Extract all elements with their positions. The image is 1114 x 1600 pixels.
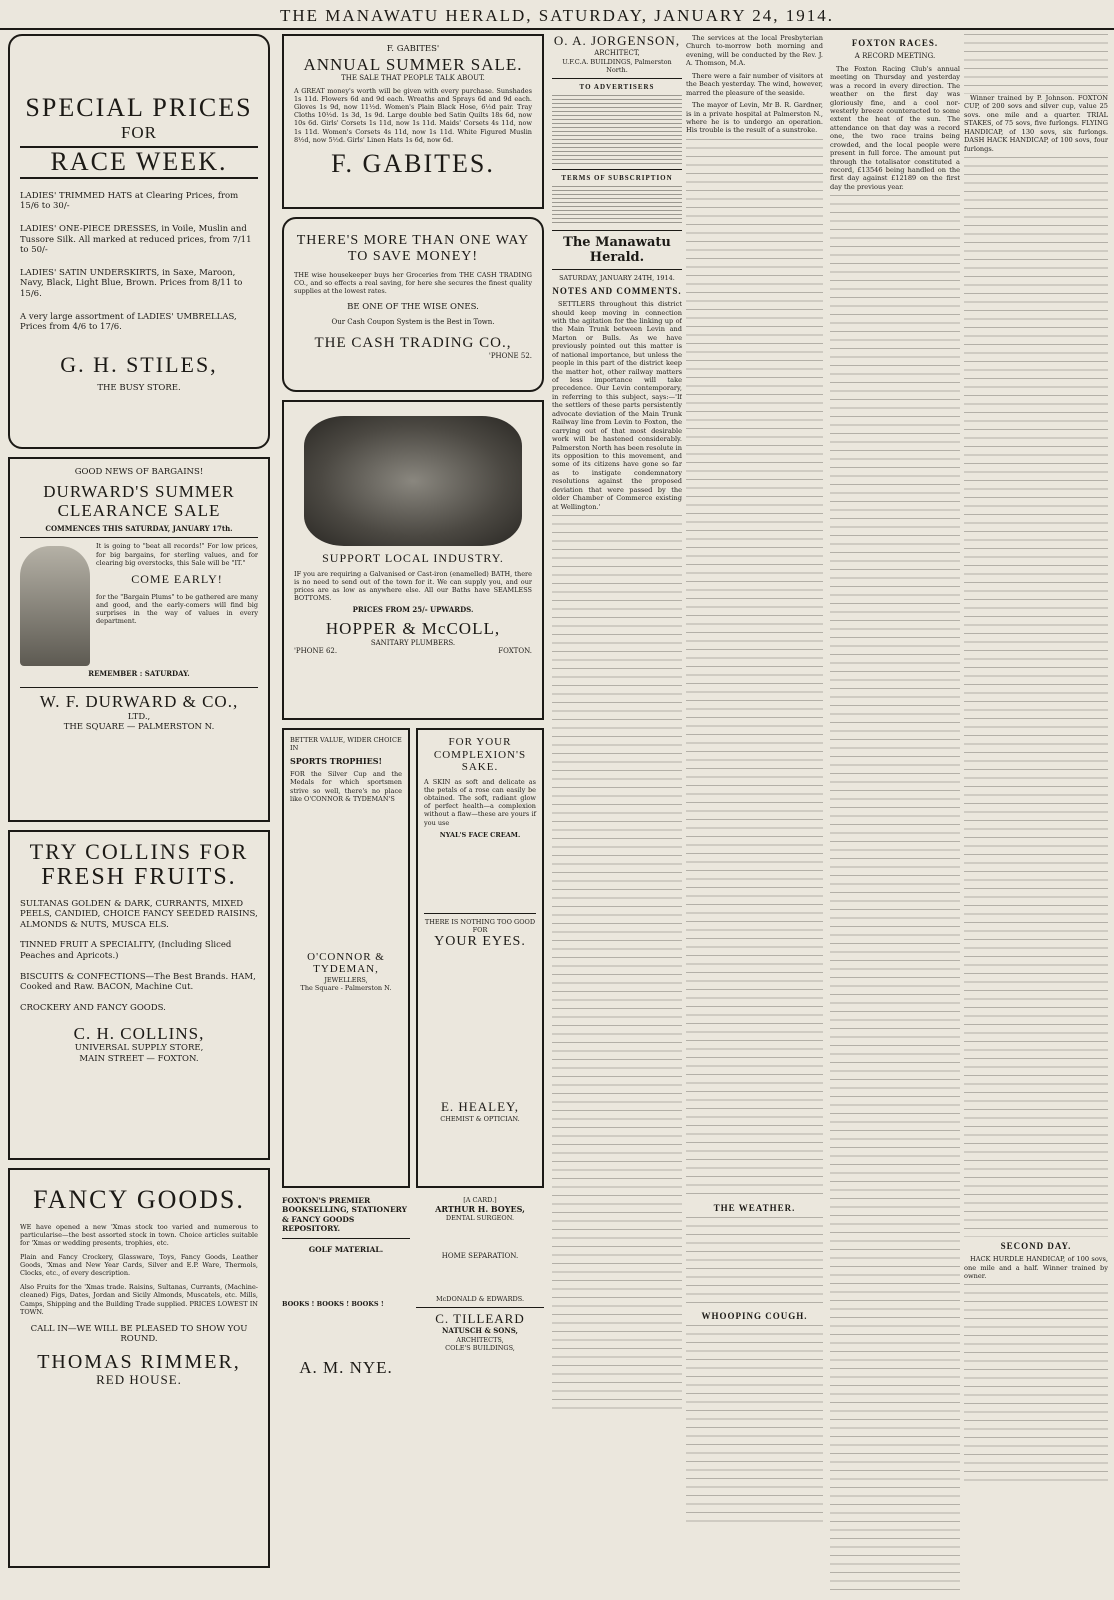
collins-store: UNIVERSAL SUPPLY STORE, xyxy=(74,1043,204,1054)
races-paragraph: The Foxton Racing Club's annual meeting on Thursday and yesterday was a record in every direction. The weather on the first day was gloriously fine, and a cool nor-westerly breeze counteracted to some extent the heat of the sun. The attendance on that day was a record one, the two race trains being crowded, and the local people were present in full force. The amount put through the totalisator constituted a record, £13546 being handled on the first day against £12189 on the first day the previous year. xyxy=(830,64,960,191)
hopper-head: SUPPORT LOCAL INDUSTRY. xyxy=(322,551,504,565)
complexion-head: FOR YOUR COMPLEXION'S SAKE. xyxy=(433,736,527,774)
races-sub: A RECORD MEETING. xyxy=(854,52,936,60)
gabites-title: ANNUAL SUMMER SALE. xyxy=(303,54,523,74)
races-text xyxy=(830,65,960,192)
bath-illustration xyxy=(304,416,522,546)
races-continuation xyxy=(830,195,960,1595)
nye-name: A. M. NYE. xyxy=(299,1358,393,1377)
column-4-text xyxy=(686,34,823,135)
masthead: THE MANAWATU HERALD, SATURDAY, JANUARY 24, 1914. xyxy=(0,0,1114,30)
gabites-small: F. GABITES' xyxy=(386,44,440,54)
jorgenson-addr: U.F.C.A. BUILDINGS, Palmerston North. xyxy=(562,57,672,74)
eyes-title: YOUR EYES. xyxy=(434,934,526,950)
oconnor-name: O'CONNOR & TYDEMAN, xyxy=(307,950,385,976)
special-for: FOR xyxy=(120,122,158,142)
healey-trophies: SPORTS TROPHIES! xyxy=(290,756,383,767)
fancy-call: CALL IN—WE WILL BE PLEASED TO SHOW YOU ROUND. xyxy=(30,1323,248,1345)
gabites-name: F. GABITES. xyxy=(331,148,495,178)
weather-head: THE WEATHER. xyxy=(713,1202,796,1213)
oconnor-body: FOR the Silver Cup and the Medals for which sportsmen strive so well, there's no place like O'CONNOR & TYDEMAN'S xyxy=(290,770,402,803)
natusch: NATUSCH & SONS, xyxy=(442,1326,518,1336)
herald-title: The Manawatu Herald. xyxy=(563,234,671,265)
column-4-continuation xyxy=(686,139,823,1199)
stiles-sub: THE BUSY STORE. xyxy=(97,383,181,394)
healey-row xyxy=(282,728,544,1188)
collins-name: C. H. COLLINS, xyxy=(73,1023,205,1043)
boyes-ad xyxy=(416,1196,544,1378)
results-top xyxy=(964,34,1108,94)
rimmer-ad xyxy=(8,1168,270,1568)
collins-item-crockery: CROCKERY AND FANCY GOODS. xyxy=(20,1002,166,1013)
special-item-umbrellas: A very large assortment of LADIES' UMBRELLAS, Prices from 4/6 to 17/6. xyxy=(20,311,237,333)
whooping-head: WHOOPING COUGH. xyxy=(701,1310,808,1321)
races-head: FOXTON RACES. xyxy=(851,38,939,48)
results-continuation xyxy=(964,157,1108,1237)
weather-text xyxy=(686,1217,823,1307)
notes-head: NOTES AND COMMENTS. xyxy=(552,286,682,297)
collins-item-tinned: TINNED FRUIT A SPECIALITY, (Including Sliced Peaches and Apricots.) xyxy=(20,940,232,962)
column-2 xyxy=(282,34,544,1596)
collins-item-fruits: SULTANAS GOLDEN & DARK, CURRANTS, MIXED PEELS, CANDIED, CHOICE FANCY SEEDED RAISINS, ALMONDS & NUTS, MUSCA ELS. xyxy=(20,898,258,930)
durward-early: COME EARLY! xyxy=(131,571,223,586)
special-race-week: RACE WEEK. xyxy=(20,146,258,179)
collins-ad xyxy=(8,830,270,1160)
eyes-head: THERE IS NOTHING TOO GOOD FOR xyxy=(424,917,536,934)
advertisers-head: TO ADVERTISERS xyxy=(579,82,655,91)
gabites-sub: THE SALE THAT PEOPLE TALK ABOUT. xyxy=(341,74,485,83)
whooping-text xyxy=(686,1325,823,1525)
cash-coupon: Our Cash Coupon System is the Best in Town. xyxy=(331,318,495,327)
column-3 xyxy=(552,34,682,1596)
home-sep: HOME SEPARATION. xyxy=(441,1252,519,1261)
hopper-phone: 'PHONE 62. xyxy=(294,647,338,656)
cash-phone: 'PHONE 52. xyxy=(488,352,532,361)
beach-paragraph: There were a fair number of visitors at the Beach yesterday. The wind, however, marred the pleasure of the seaside. xyxy=(686,71,823,97)
subscription-head: TERMS OF SUBSCRIPTION xyxy=(561,173,673,182)
special-title: SPECIAL PRICES xyxy=(25,93,253,122)
hopper-name: HOPPER & McCOLL, xyxy=(325,619,501,639)
complexion-cream: NYAL'S FACE CREAM. xyxy=(439,830,521,839)
advertisers-text xyxy=(552,95,682,165)
oconnor-addr: The Square - Palmerston N. xyxy=(300,984,392,993)
healey-better: BETTER VALUE, WIDER CHOICE IN xyxy=(290,736,402,753)
hopper-contact xyxy=(294,647,532,656)
special-item-underskirts: LADIES' SATIN UNDERSKIRTS, in Saxe, Maroon, Navy, Black, Light Blue, Brown. Prices from 8/11 to 15/6. xyxy=(20,267,243,300)
architects: ARCHITECTS, xyxy=(456,1335,504,1344)
golf-head: GOLF MATERIAL. xyxy=(308,1244,384,1254)
fancy-name: THOMAS RIMMER, xyxy=(37,1351,241,1374)
oconnor-trade: JEWELLERS, xyxy=(324,976,368,985)
notes-paragraph: SETTLERS throughout this district should keep moving in connection with the agitation for the linking up of the Main Trunk between Levin and Marton or Bulls. As we have previously pointed out this matter is of national importance, but unless the people in this part of the district keep the matter hot, other railway matters of less importance will take precedence. Our Levin contemporary, in referring to this subject, says:—'If the settlers of these parts persistently advocate deviation of the Main Trunk Railway line from Levin to Foxton, the carrying out of that most desirable work will be hastened considerably. Palmerston North has been resolute in its opposition to this movement, and some of its citizens have gone so far as to instigate condemnatory resolutions against the proposed deviation that were passed by the older Chamber of Commerce existing at Wellington.' xyxy=(552,300,682,511)
jorgenson-trade: ARCHITECT, xyxy=(594,48,640,57)
fancy-body2: Plain and Fancy Crockery, Glassware, Toys, Fancy Goods, Leather Goods, 'Xmas and New Year Cards, Silver and E.P. Ware, Thermols, Clocks, etc., of every description. xyxy=(20,1252,258,1278)
collins-item-biscuits: BISCUITS & CONFECTIONS—The Best Brands. HAM, Cooked and Raw. BACON, Machine Cut. xyxy=(20,971,256,993)
second-day-continuation xyxy=(964,1284,1108,1484)
durward-title: DURWARD'S SUMMER CLEARANCE SALE xyxy=(43,481,235,521)
boyes-trade: DENTAL SURGEON. xyxy=(445,1214,515,1223)
lady-illustration xyxy=(20,546,90,666)
hopper-trade: SANITARY PLUMBERS. xyxy=(370,638,456,647)
jorgenson-name: O. A. JORGENSON, xyxy=(553,34,681,48)
healey-name: E. HEALEY, xyxy=(440,1099,519,1115)
fancy-body: WE have opened a new 'Xmas stock too varied and numerous to particularise—the best assorted stock in town. Choice articles suitable for 'Xmas or wedding presents, trophies, etc. xyxy=(20,1222,258,1247)
hopper-prices: PRICES FROM 25/- UPWARDS. xyxy=(352,605,474,615)
presbyterian-paragraph: The services at the local Presbyterian Church to-morrow both morning and evening, will be conducted by the Rev. J. A. Thomson, M.A. xyxy=(686,34,823,68)
collins-addr: MAIN STREET — FOXTON. xyxy=(79,1053,199,1064)
subscription-text xyxy=(552,186,682,226)
durward-body2: for the "Bargain Plums" to be gathered are many and good, and the early-comers will find big surprises in the way of values in every department. xyxy=(96,592,258,626)
stiles-ad xyxy=(8,34,270,449)
collins-try: TRY COLLINS FOR xyxy=(29,839,249,864)
results-text xyxy=(964,94,1108,153)
gabites-body: A GREAT money's worth will be given with every purchase. Sunshades 1s 11d. Flowers 6d and 9d each. Wreaths and Sprays 6d and 9d each. Gloves 1s 9d, now 11½d. Women's Plain Black Hose, 6½d pair. Tray Cloths 10½d. 1s 3d, 1s 9d. Large double bed Satin Quilts 18s 6d, now 10s 6d. Girls' Corsets 1s 11d, now 1s 11d. Maids' Corsets 4s 11d, now 1s 11d. Women's Corsets 4s 11d, now 1s 11d. White Figured Muslin 8½d, now 5½d. Girls' Linen Hats 1s 6d, now 6d. xyxy=(294,86,532,144)
durward-body: It is going to "beat all records!" For low prices, for big bargains, for sterling values, and for clearing big overstocks, this Sale will be "IT." xyxy=(96,542,258,567)
hopper-body: IF you are requiring a Galvanised or Cast-iron (enamelled) BATH, there is no need to send out of the town for it. We can supply you, and our prices are as low as anywhere else. All our Baths have SEAMLESS BOTTOMS. xyxy=(294,569,532,603)
notes-body xyxy=(552,300,682,511)
cash-head: THERE'S MORE THAN ONE WAY TO SAVE MONEY! xyxy=(296,233,530,265)
books: BOOKS ! BOOKS ! BOOKS ! xyxy=(282,1299,384,1308)
cash-body: THE wise housekeeper buys her Groceries from THE CASH TRADING CO., and so effects a real saving, for here she secures the finest quality supplies at the lowest rates. xyxy=(294,271,532,296)
gabites-ad xyxy=(282,34,544,209)
cash-name: THE CASH TRADING CO., xyxy=(314,334,512,351)
column-4 xyxy=(686,34,823,1596)
boyes-card: [A CARD.] xyxy=(463,1196,497,1204)
fancy-title: FANCY GOODS. xyxy=(33,1185,245,1214)
column-1 xyxy=(8,34,270,1596)
tillard-name: C. TILLEARD xyxy=(435,1311,525,1327)
fancy-body3: Also Fruits for the 'Xmas trade. Raisins, Sultanas, Currants, (Machine-cleaned) Figs, Dates, Jordan and Sicily Almonds, Muscatels, etc. Mills, Camps, Shipping and the Building Trade supplied. PRICES LOWEST IN TOWN. xyxy=(20,1283,258,1316)
healey-trade: CHEMIST & OPTICIAN. xyxy=(440,1115,520,1124)
mcdonald: McDONALD & EDWARDS. xyxy=(435,1295,525,1303)
coles: COLE'S BUILDINGS, xyxy=(445,1343,515,1352)
durward-commence: COMMENCES THIS SATURDAY, JANUARY 17th. xyxy=(45,523,233,533)
complexion-ad xyxy=(416,728,544,1188)
second-day-head: SECOND DAY. xyxy=(1000,1241,1072,1252)
notes-continuation xyxy=(552,515,682,1415)
durward-top: GOOD NEWS OF BARGAINS! xyxy=(74,467,204,477)
hopper-ad xyxy=(282,400,544,720)
second-day-text xyxy=(964,1255,1108,1280)
nye-ad xyxy=(282,1196,410,1378)
column-6 xyxy=(964,34,1108,1596)
complexion-body: A SKIN as soft and delicate as the petals of a rose can easily be obtained. The soft, radiant glow of perfect health—a complexion without a flaw—these are yours if you use xyxy=(424,777,536,827)
durward-ltd: LTD., xyxy=(127,711,151,722)
results-paragraph: Winner trained by P. Johnson. FOXTON CUP, of 200 sovs and silver cup, value 25 sovs. one mile and a quarter. TRIAL STAKES, of 75 sovs, five furlongs. FLYING HANDICAP, of 130 sovs, six furlongs. DASH HACK HANDICAP, of 100 sovs, four furlongs. xyxy=(964,94,1108,153)
durward-ad xyxy=(8,457,270,822)
foxton-book: FOXTON'S PREMIER BOOKSELLING, STATIONERY & FANCY GOODS REPOSITORY. xyxy=(282,1196,408,1234)
special-item-hats: LADIES' TRIMMED HATS at Clearing Prices, from 15/6 to 30/- xyxy=(20,190,239,212)
durward-remember: REMEMBER : SATURDAY. xyxy=(88,669,190,679)
hopper-town: FOXTON. xyxy=(498,647,532,656)
herald-date: SATURDAY, JANUARY 24TH, 1914. xyxy=(559,273,675,282)
special-item-dresses: LADIES' ONE-PIECE DRESSES, in Voile, Muslin and Tussore Silk. All marked at reduced prices, from 7/11 to 50/- xyxy=(20,223,252,256)
bottom-row xyxy=(282,1196,544,1378)
durward-name: W. F. DURWARD & CO., xyxy=(39,692,239,712)
collins-title: FRESH FRUITS. xyxy=(41,864,237,891)
second-day-paragraph: HACK HURDLE HANDICAP, of 100 sovs, one mile and a half. Winner trained by owner. xyxy=(964,1255,1108,1280)
cash-one: BE ONE OF THE WISE ONES. xyxy=(347,301,479,312)
cash-trading-ad xyxy=(282,217,544,392)
fancy-addr: RED HOUSE. xyxy=(96,1372,182,1388)
mayor-paragraph: The mayor of Levin, Mr B. R. Gardner, is in a private hospital at Palmerston N., where he is to undergo an operation. His trouble is the result of a sunstroke. xyxy=(686,101,823,135)
boyes-name: ARTHUR H. BOYES, xyxy=(435,1204,525,1215)
stiles-name: G. H. STILES, xyxy=(60,351,218,377)
durward-addr: THE SQUARE — PALMERSTON N. xyxy=(63,722,215,733)
trophies-ad xyxy=(282,728,410,1188)
column-5 xyxy=(830,34,960,1596)
